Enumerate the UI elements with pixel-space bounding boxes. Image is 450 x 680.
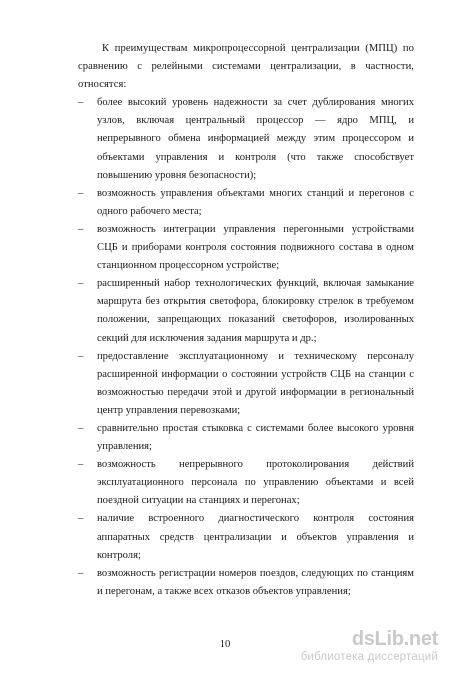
intro-paragraph: К преимуществам микропроцессорной централизации (МПЦ) по сравнению с релейными системами централизации, в частности, относятся: xyxy=(78,43,414,91)
dash-bullet: – xyxy=(78,350,84,362)
list-item-text: возможность интеграции управления перегонными устройствами СЦБ и приборами контроля состояния подвижного состава в одном станционном процессорном устройстве; xyxy=(97,223,414,272)
page-number: 10 xyxy=(219,639,231,650)
list-item-text: возможность непрерывного протоколирования действий эксплуатационного персонала по управлению объектами и всей поездной ситуации на станциях и перегонах; xyxy=(97,459,414,507)
list-item xyxy=(78,565,414,601)
dash-bullet: – xyxy=(78,278,84,290)
list-item xyxy=(78,221,414,275)
list-item xyxy=(78,348,414,420)
list-item-text: возможность регистрации номеров поездов, следующих по станциям и перегонам, а также всех отказов объектов управления; xyxy=(97,567,414,597)
watermark-tagline: библиотека диссертаций xyxy=(300,651,438,663)
dash-bullet: – xyxy=(78,459,84,471)
dslib-watermark-logo[interactable] xyxy=(300,628,438,672)
list-item xyxy=(78,185,414,221)
list-item xyxy=(78,275,414,347)
list-item-text: сравнительно простая стыковка с системами более высокого уровня управления; xyxy=(97,422,414,453)
list-item xyxy=(78,94,414,184)
list-item-text: наличие встроенного диагностического контроля состояния аппаратных средств централизации и объектов управления и контроля; xyxy=(97,513,414,561)
list-item xyxy=(78,420,414,456)
list-item-text: возможность управления объектами многих станций и перегонов с одного рабочего места; xyxy=(97,187,414,217)
list-item xyxy=(78,510,414,564)
list-item-text: расширенный набор технологических функций, включая замыкание маршрута без открытия светофора, блокировку стрелок в требуемом положении, запрещающих показаний светофоров, изолированных секций для исключения задания маршрута и др.; xyxy=(97,278,414,344)
dash-bullet: – xyxy=(78,422,84,434)
watermark-brand: dsLib.net xyxy=(351,628,438,650)
advantages-list xyxy=(78,94,414,601)
dash-bullet: – xyxy=(78,97,84,109)
dash-bullet: – xyxy=(78,513,84,525)
list-item xyxy=(78,456,414,510)
dash-bullet: – xyxy=(78,567,84,579)
list-item-text: предоставление эксплуатационному и техническому персоналу расширенной информации о состоянии устройств СЦБ на станции с возможностью передачи этой и другой информации в региональный центр управления перевозками; xyxy=(97,350,414,416)
body-text xyxy=(78,40,414,601)
list-item-text: более высокий уровень надежности за счет дублирования многих узлов, включая центральный процессор — ядро МПЦ, и непрерывного обмена информацией между этим процессором и объектами управления и контроля (что также способствует повышению уровня безопасности); xyxy=(97,97,414,181)
dash-bullet: – xyxy=(78,223,84,235)
dash-bullet: – xyxy=(78,187,84,199)
